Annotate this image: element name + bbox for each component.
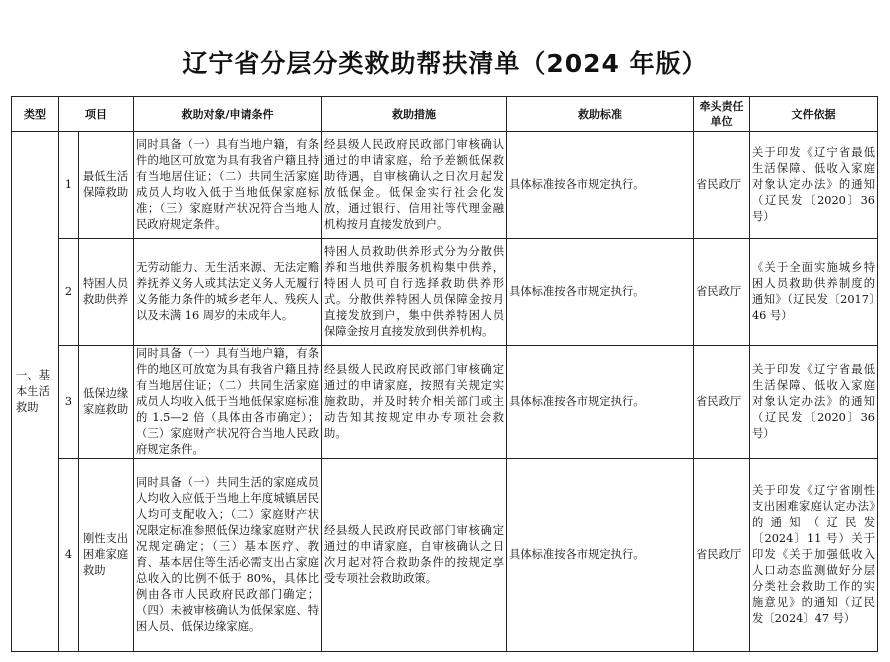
row-doc: 关于印发《辽宁省最低生活保障、低收入家庭对象认定办法》的通知（辽民发〔2020〕36 号） — [750, 132, 878, 239]
row-item: 最低生活保障救助 — [79, 132, 134, 239]
row-target: 同时具备（一）具有当地户籍，有条件的地区可放宽为具有我省户籍且持有当地居住证；（二）共同生活家庭成员人均收入低于当地低保家庭标准；（三）家庭财产状况符合当地人民政府规定条件。 — [134, 132, 322, 239]
row-target: 无劳动能力、无生活来源、无法定赡养抚养义务人或其法定义务人无履行义务能力条件的城乡老年人、残疾人以及未满 16 周岁的未成年人。 — [134, 239, 322, 346]
row-number: 2 — [59, 239, 79, 346]
table-row — [12, 346, 878, 459]
row-item: 刚性支出困难家庭救助 — [79, 459, 134, 652]
header-type: 类型 — [12, 97, 59, 132]
row-doc: 关于印发《辽宁省最低生活保障、低收入家庭对象认定办法》的通知（辽民发〔2020〕36 号） — [750, 346, 878, 459]
row-measure: 经县级人民政府民政部门审核确定通过的申请家庭，按照有关规定实施救助，并及时转介相关部门或主动告知其按规定申办专项社会救助。 — [322, 346, 507, 459]
row-measure: 特困人员救助供养形式分为分散供养和当地供养服务机构集中供养，特困人员可自行选择救助供养形式。分散供养特困人员保障金按月直接发放到户，集中供养特困人员保障金按月直接发放到供养机构。 — [322, 239, 507, 346]
table-row — [12, 459, 878, 652]
row-standard: 具体标准按各市规定执行。 — [507, 239, 694, 346]
row-item: 低保边缘家庭救助 — [79, 346, 134, 459]
row-unit: 省民政厅 — [694, 346, 750, 459]
row-unit: 省民政厅 — [694, 239, 750, 346]
row-doc: 关于印发《辽宁省刚性支出困难家庭认定办法》的通知（辽民发〔2024〕11 号）关于印发《关于加强低收入人口动态监测做好分层分类社会救助工作的实施意见》的通知（辽民发〔2024〕47 号） — [750, 459, 878, 652]
row-measure: 经县级人民政府民政部门审核确定通过的申请家庭，自审核确认之日次月起对符合救助条件的按规定享受专项社会救助政策。 — [322, 459, 507, 652]
header-standard: 救助标准 — [507, 97, 694, 132]
row-item: 特困人员救助供养 — [79, 239, 134, 346]
group-label: 一、基本生活救助 — [12, 132, 59, 652]
row-unit: 省民政厅 — [694, 459, 750, 652]
row-target: 同时具备（一）共同生活的家庭成员人均收入应低于当地上年度城镇居民人均可支配收入；（二）家庭财产状况限定标准参照低保边缘家庭财产状况规定确定；（三）基本医疗、教育、基本居住等生活必需支出占家庭总收入的比例不低于 80%，具体比例由各市人民政府民政部门确定；（四）未被审核确认为低保家庭、特困人员、低保边缘家庭。 — [134, 459, 322, 652]
row-number: 3 — [59, 346, 79, 459]
table-row — [12, 132, 878, 239]
header-measure: 救助措施 — [322, 97, 507, 132]
row-number: 1 — [59, 132, 79, 239]
assistance-table — [11, 96, 878, 652]
row-number: 4 — [59, 459, 79, 652]
row-standard: 具体标准按各市规定执行。 — [507, 132, 694, 239]
row-doc: 《关于全面实施城乡特困人员救助供养制度的通知》（辽民发〔2017〕46 号） — [750, 239, 878, 346]
table-row — [12, 239, 878, 346]
header-target: 救助对象/申请条件 — [134, 97, 322, 132]
header-unit: 牵头责任单位 — [694, 97, 750, 132]
row-unit: 省民政厅 — [694, 132, 750, 239]
header-doc: 文件依据 — [750, 97, 878, 132]
row-target: 同时具备（一）具有当地户籍，有条件的地区可放宽为具有我省户籍且持有当地居住证；（二）共同生活家庭成员人均收入低于当地低保家庭标准的 1.5—2 倍（具体由各市确定）；（三）家庭财产状况符合当地人民政府规定条件。 — [134, 346, 322, 459]
row-standard: 具体标准按各市规定执行。 — [507, 459, 694, 652]
row-measure: 经县级人民政府民政部门审核确认通过的申请家庭，给予差额低保救助待遇，自审核确认之日次月起发放低保金。低保金实行社会化发放，通过银行、信用社等代理金融机构按月直接发放到户。 — [322, 132, 507, 239]
row-standard: 具体标准按各市规定执行。 — [507, 346, 694, 459]
table-header-row — [12, 97, 878, 132]
header-item: 项目 — [59, 97, 134, 132]
page-title: 辽宁省分层分类救助帮扶清单（2024 年版） — [182, 49, 708, 78]
